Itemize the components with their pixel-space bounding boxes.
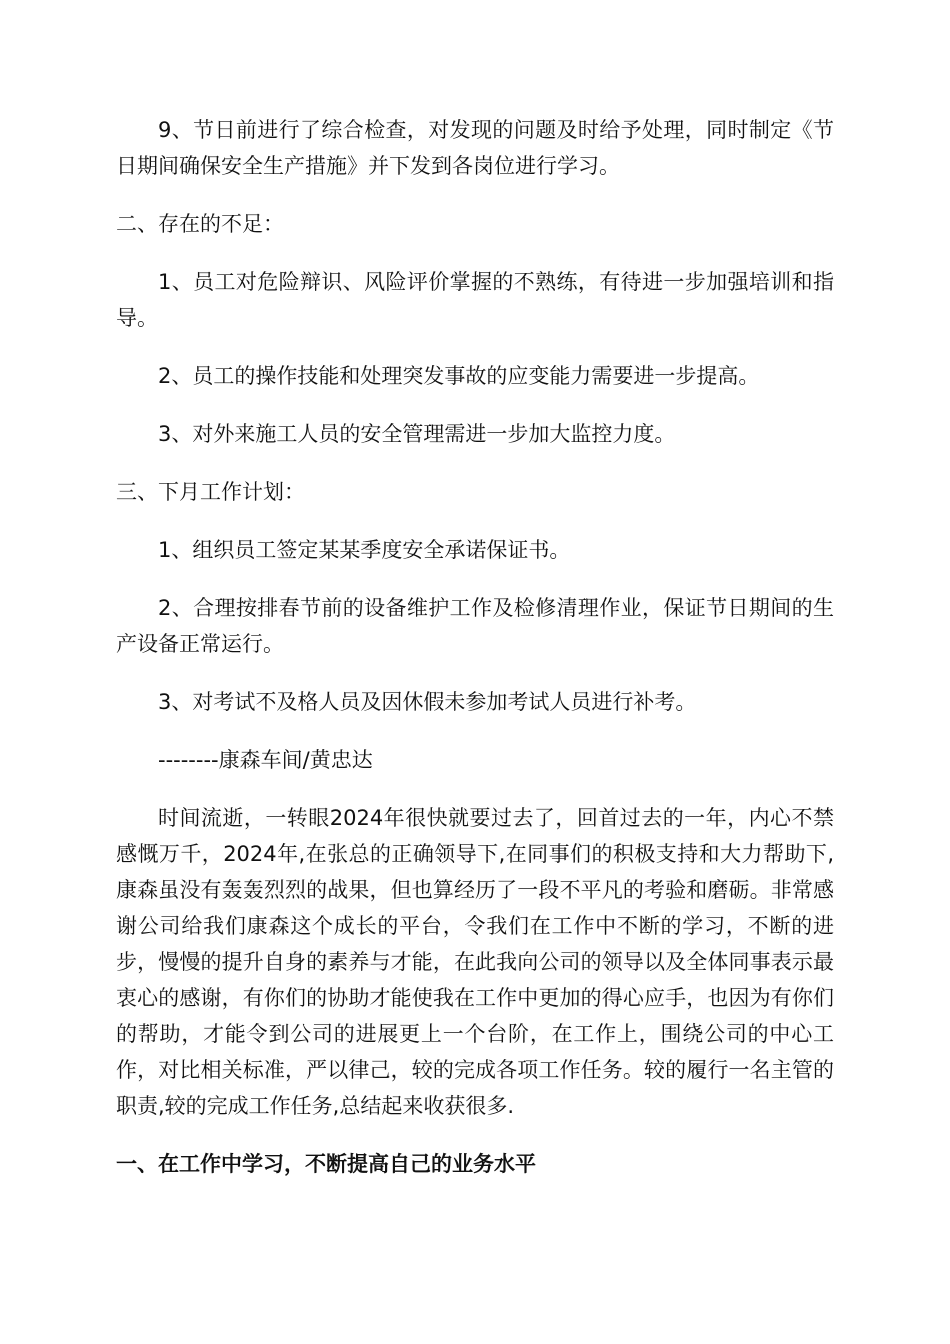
paragraph-shortfall-2: 2、员工的操作技能和处理突发事故的应变能力需要进一步提高。 xyxy=(158,364,760,388)
section-heading-learning: 一、在工作中学习，不断提高自己的业务水平 xyxy=(116,1152,536,1176)
signature-line: --------康森车间/黄忠达 xyxy=(158,748,373,772)
section-heading-shortfalls: 二、存在的不足： xyxy=(116,212,284,236)
paragraph-shortfall-1: 1、员工对危险辩识、风险评价掌握的不熟练，有待进一步加强培训和指导。 xyxy=(116,270,834,330)
paragraph-plan-2: 2、合理按排春节前的设备维护工作及检修清理作业，保证节日期间的生产设备正常运行。 xyxy=(116,596,834,656)
paragraph-shortfall-3: 3、对外来施工人员的安全管理需进一步加大监控力度。 xyxy=(158,422,676,446)
section-heading-next-month-plan: 三、下月工作计划： xyxy=(116,480,305,504)
paragraph-item-9: 9、节日前进行了综合检查，对发现的问题及时给予处理，同时制定《节日期间确保安全生产措施》并下发到各岗位进行学习。 xyxy=(116,118,834,178)
paragraph-plan-3: 3、对考试不及格人员及因休假未参加考试人员进行补考。 xyxy=(158,690,697,714)
paragraph-annual-summary: 时间流逝，一转眼2024年很快就要过去了，回首过去的一年，内心不禁感慨万千，2024年,在张总的正确领导下,在同事们的积极支持和大力帮助下,康森虽没有轰轰烈烈的战果，但也算经历了一段不平凡的考验和磨砺。非常感谢公司给我们康森这个成长的平台，令我们在工作中不断的学习，不断的进步，慢慢的提升自身的素养与才能，在此我向公司的领导以及全体同事表示最衷心的感谢，有你们的协助才能使我在工作中更加的得心应手，也因为有你们的帮助，才能令到公司的进展更上一个台阶，在工作上，围绕公司的中心工作，对比相关标准，严以律己，较的完成各项工作任务。较的履行一名主管的职责,较的完成工作任务,总结起来收获很多. xyxy=(116,806,834,1118)
paragraph-plan-1: 1、组织员工签定某某季度安全承诺保证书。 xyxy=(158,538,571,562)
